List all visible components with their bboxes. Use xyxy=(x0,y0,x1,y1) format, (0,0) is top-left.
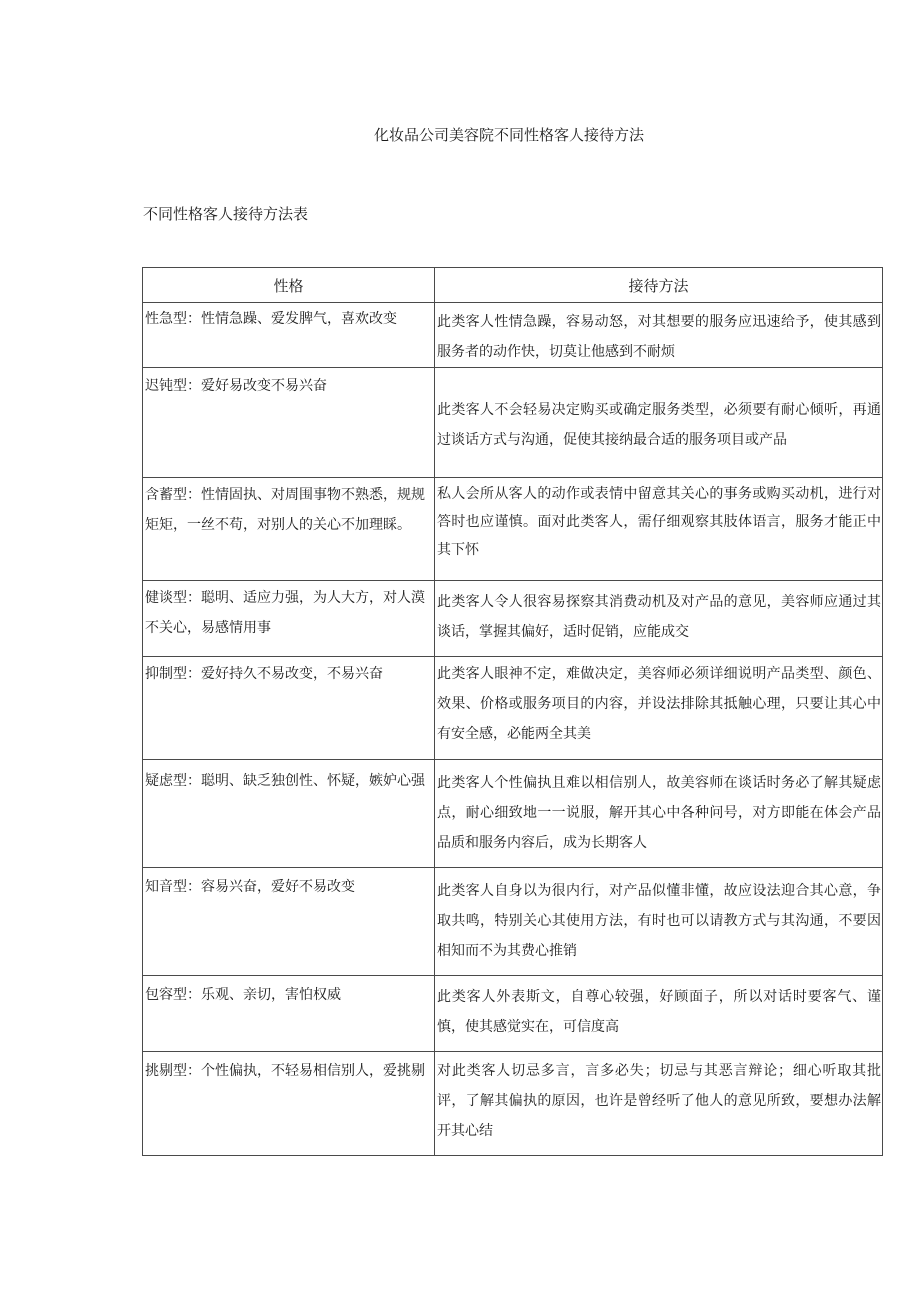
reception-method-table xyxy=(142,267,883,1156)
personality-cell xyxy=(143,303,435,368)
method-cell xyxy=(435,1052,883,1156)
method-text: 此类客人性情急躁，容易动怒，对其想要的服务应迅速给予，使其感到服务者的动作快，切莫让他感到不耐烦 xyxy=(437,314,881,360)
personality-text: 健谈型：聪明、适应力强，为人大方，对人漠不关心，易感情用事 xyxy=(145,590,425,636)
method-cell xyxy=(435,976,883,1052)
personality-text: 包容型：乐观、亲切，害怕权威 xyxy=(145,987,341,1003)
personality-text: 性急型：性情急躁、爱发脾气，喜欢改变 xyxy=(145,311,397,327)
table-row xyxy=(143,581,883,657)
method-cell xyxy=(435,657,883,760)
table-row xyxy=(143,868,883,976)
method-text: 对此类客人切忌多言，言多必失；切忌与其恶言辩论；细心听取其批评，了解其偏执的原因，也许是曾经听了他人的意见所致，要想办法解开其心结 xyxy=(437,1063,881,1139)
personality-cell xyxy=(143,1052,435,1156)
method-text: 此类客人自身以为很内行，对产品似懂非懂，故应设法迎合其心意，争取共鸣，特别关心其使用方法，有时也可以请教方式与其沟通，不要因相知而不为其费心推销 xyxy=(437,883,881,959)
method-text: 此类客人个性偏执且难以相信别人，故美容师在谈话时务必了解其疑虑点，耐心细致地一一说服，解开其心中各种问号，对方即能在体会产品品质和服务内容后，成为长期客人 xyxy=(437,775,881,851)
personality-cell xyxy=(143,976,435,1052)
method-cell xyxy=(435,368,883,478)
method-cell xyxy=(435,581,883,657)
personality-cell xyxy=(143,478,435,581)
section-title: 不同性格客人接待方法表 xyxy=(143,205,309,223)
table-row xyxy=(143,657,883,760)
method-text: 此类客人外表斯文，自尊心较强，好顾面子，所以对话时要客气、谨慎，使其感觉实在，可信度高 xyxy=(437,989,881,1035)
method-text: 此类客人不会轻易决定购买或确定服务类型，必须要有耐心倾听，再通过谈话方式与沟通，促使其接纳最合适的服务项目或产品 xyxy=(437,402,881,448)
method-cell xyxy=(435,868,883,976)
personality-text: 迟钝型：爱好易改变不易兴奋 xyxy=(145,378,327,394)
personality-cell xyxy=(143,657,435,760)
personality-cell xyxy=(143,581,435,657)
method-cell xyxy=(435,478,883,581)
header-reception-method: 接待方法 xyxy=(435,268,883,303)
table-row xyxy=(143,760,883,868)
method-cell xyxy=(435,760,883,868)
table-row xyxy=(143,976,883,1052)
method-text: 此类客人令人很容易探察其消费动机及对产品的意见，美容师应通过其谈话，掌握其偏好，适时促销，应能成交 xyxy=(437,594,881,640)
personality-cell xyxy=(143,368,435,478)
table-row xyxy=(143,303,883,368)
method-cell xyxy=(435,303,883,368)
document-title: 化妆品公司美容院不同性格客人接待方法 xyxy=(373,126,644,144)
table-header-row xyxy=(143,268,883,303)
table-row xyxy=(143,478,883,581)
personality-text: 含蓄型：性情固执、对周围事物不熟悉，规规矩矩，一丝不苟，对别人的关心不加理睬。 xyxy=(145,487,425,533)
personality-text: 知音型：容易兴奋，爱好不易改变 xyxy=(145,879,355,895)
header-personality: 性格 xyxy=(143,268,435,303)
table-row xyxy=(143,368,883,478)
table-row xyxy=(143,1052,883,1156)
method-text: 私人会所从客人的动作或表情中留意其关心的事务或购买动机，进行对答时也应谨慎。面对此类客人，需仔细观察其肢体语言，服务才能正中其下怀 xyxy=(437,486,881,558)
personality-cell xyxy=(143,760,435,868)
personality-text: 疑虑型：聪明、缺乏独创性、怀疑，嫉妒心强 xyxy=(145,773,425,789)
personality-text: 抑制型：爱好持久不易改变，不易兴奋 xyxy=(145,666,383,682)
personality-cell xyxy=(143,868,435,976)
personality-text: 挑剔型：个性偏执，不轻易相信别人，爱挑剔 xyxy=(145,1063,425,1079)
method-text: 此类客人眼神不定，难做决定，美容师必须详细说明产品类型、颜色、效果、价格或服务项目的内容，并设法排除其抵触心理，只要让其心中有安全感，必能两全其美 xyxy=(437,666,881,742)
